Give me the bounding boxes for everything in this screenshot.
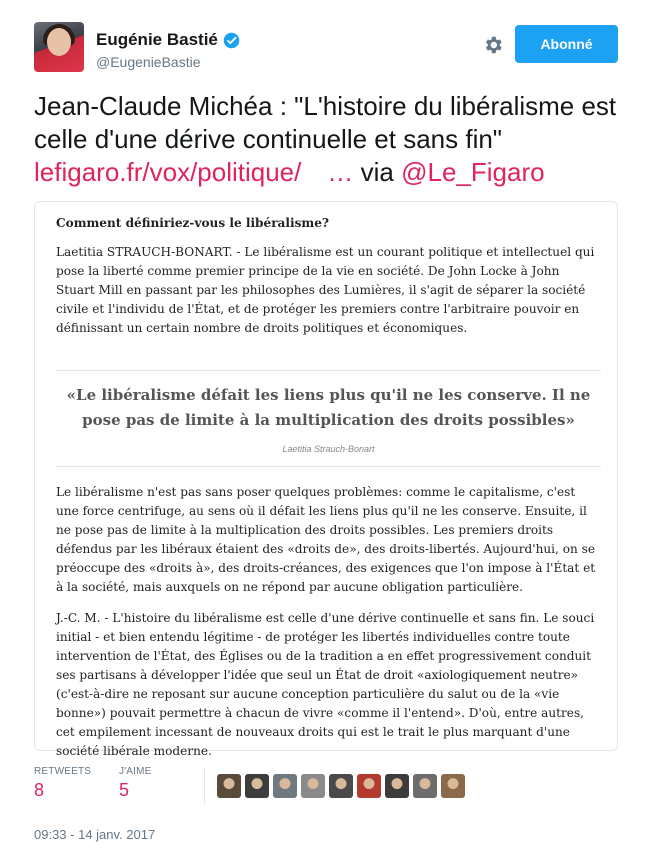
tweet-text — [34, 90, 619, 189]
likers-avatars — [217, 774, 465, 798]
tweet-timestamp[interactable]: 09:33 - 14 janv. 2017 — [34, 827, 156, 842]
author-name-row — [96, 30, 240, 50]
tweet-body: Jean-Claude Michéa : "L'histoire du libéralisme est celle d'une dérive continuelle et sans fin" — [34, 91, 617, 154]
article-paragraph: Le libéralisme n'est pas sans poser quelques problèmes: comme le capitalisme, c'est une force centrifuge, au sens où il défait les liens plus qu'il ne les conserve. Ensuite, il ne pose pas de limite à la multiplication des droits possibles. Les premiers droits défendus par les libéraux étaient des «droits de», des droits-libertés. Aujourd'hui, on se préoccupe des «droits à», des droits-créances, des exigences que l'on impose à l'État et à la société, mais auxquels on ne répond par aucune obligation particulière. — [56, 485, 596, 594]
likes-label: J'AIME — [119, 766, 152, 777]
via-text: via — [360, 157, 394, 187]
following-button[interactable]: Abonné — [515, 25, 618, 63]
link-ellipsis[interactable]: … — [327, 157, 354, 187]
liker-avatar[interactable] — [329, 774, 353, 798]
tweet-header — [34, 22, 624, 80]
tweet-stats — [34, 766, 616, 806]
author-handle[interactable]: @EugenieBastie — [96, 54, 201, 70]
article-paragraph: Laetitia STRAUCH-BONART. - Le libéralisme est un courant politique et intellectuel qui pose la liberté comme premier principe de la vie en société. De John Locke à John Stuart Mill en passant par les philosophes des Lumières, il s'agit de séparer la société civile et l'individu de l'État, et de protéger les premiers contre l'arbitraire pouvoir en définissant un certain nombre de droits politiques et économiques. — [56, 245, 595, 335]
liker-avatar[interactable] — [441, 774, 465, 798]
liker-avatar[interactable] — [413, 774, 437, 798]
gear-icon[interactable] — [482, 34, 504, 56]
pull-quote: «Le libéralisme défait les liens plus qu'il ne les conserve. Il ne pose pas de limite à la multiplication des droits possibles» — [66, 386, 591, 429]
liker-avatar[interactable] — [385, 774, 409, 798]
article-paragraph: J.-C. M. - L'histoire du libéralisme est celle d'une dérive continuelle et sans fin. Le souci initial - et bien entendu légitime - de protéger les libertés individuelles contre toute intervention de l'État, des Églises ou de la tradition a en effet progressivement conduit ses partisans à développer l'idée que seul un État de droit «axiologiquement neutre» (c'est-à-dire ne reposant sur aucune conception particulière du salut ou de la «vie bonne») pouvait permettre à chacun de vivre «comme il l'entend». D'où, entre autres, cet empilement incessant de nouveaux droits qui est le trait le plus marquant d'une société libérale moderne. — [56, 611, 595, 758]
article-excerpt — [35, 202, 617, 758]
article-question: Comment définiriez-vous le libéralisme? — [56, 216, 329, 230]
stats-divider — [204, 768, 205, 804]
author-name[interactable]: Eugénie Bastié — [96, 30, 218, 49]
retweets-label: RETWEETS — [34, 766, 92, 777]
quote-divider-bottom — [56, 466, 601, 467]
liker-avatar[interactable] — [301, 774, 325, 798]
verified-badge-icon — [223, 32, 240, 49]
likes-count: 5 — [119, 780, 130, 800]
retweets-count: 8 — [34, 780, 45, 800]
liker-avatar[interactable] — [217, 774, 241, 798]
quote-divider-top — [56, 370, 601, 371]
article-link[interactable]: lefigaro.fr/vox/politique/ — [34, 157, 302, 187]
author-avatar[interactable] — [34, 22, 84, 72]
article-image[interactable] — [34, 201, 618, 758]
liker-avatar[interactable] — [245, 774, 269, 798]
liker-avatar[interactable] — [357, 774, 381, 798]
likes-stat[interactable] — [119, 766, 152, 801]
retweets-stat[interactable] — [34, 766, 91, 801]
mention-link[interactable]: @Le_Figaro — [401, 157, 545, 187]
liker-avatar[interactable] — [273, 774, 297, 798]
pull-quote-author: Laetitia Strauch-Bonart — [282, 444, 375, 454]
